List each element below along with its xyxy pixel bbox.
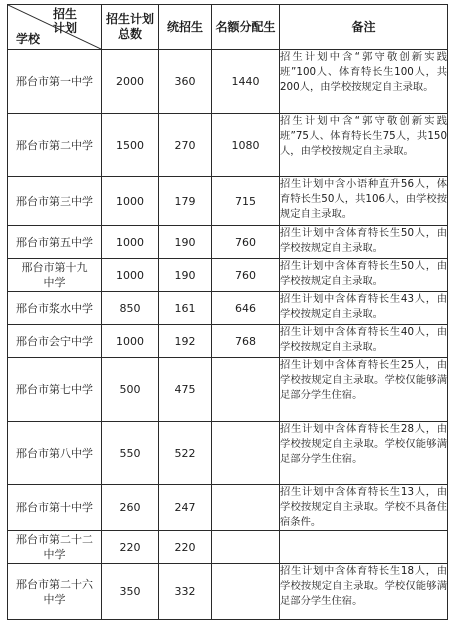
total-cell: 850 bbox=[102, 292, 159, 325]
total-cell: 1000 bbox=[102, 325, 159, 358]
quota-cell bbox=[212, 564, 280, 620]
total-cell: 350 bbox=[102, 564, 159, 620]
unified-cell: 190 bbox=[159, 226, 212, 259]
table-row bbox=[8, 564, 448, 620]
table-row bbox=[8, 259, 448, 292]
notes-cell: 招生计划中含体育特长生43人，由学校按规定自主录取。 bbox=[280, 292, 448, 325]
school-cell: 邢台市第二十二 中学 bbox=[8, 531, 102, 564]
table-row bbox=[8, 485, 448, 531]
notes-cell: 招生计划中含体育特长生25人，由学校按规定自主录取。学校仅能够满足部分学生住宿。 bbox=[280, 358, 448, 422]
unified-cell: 332 bbox=[159, 564, 212, 620]
school-cell: 邢台市第五中学 bbox=[8, 226, 102, 259]
table-row bbox=[8, 292, 448, 325]
school-cell: 邢台市第八中学 bbox=[8, 422, 102, 485]
table-row bbox=[8, 177, 448, 226]
notes-cell: 招生计划中含体育特长生50人，由学校按规定自主录取。 bbox=[280, 226, 448, 259]
school-cell: 邢台市第二十六 中学 bbox=[8, 564, 102, 620]
school-cell: 邢台市浆水中学 bbox=[8, 292, 102, 325]
header-total: 招生计划 总数 bbox=[102, 5, 159, 50]
table-row bbox=[8, 114, 448, 177]
total-cell: 220 bbox=[102, 531, 159, 564]
notes-cell: 招生计划中含体育特长生50人，由学校按规定自主录取。 bbox=[280, 259, 448, 292]
school-cell: 邢台市会宁中学 bbox=[8, 325, 102, 358]
quota-cell: 1080 bbox=[212, 114, 280, 177]
total-cell: 1000 bbox=[102, 177, 159, 226]
notes-cell: 招生计划中含小语种直升56人，体育特长生50人，共106人，由学校按规定自主录取。 bbox=[280, 177, 448, 226]
corner-header-cell bbox=[8, 5, 102, 50]
quota-cell: 768 bbox=[212, 325, 280, 358]
unified-cell: 179 bbox=[159, 177, 212, 226]
notes-cell: 招生计划中含“郭守敬创新实践班”75人、体育特长生75人，共150人，由学校按规定自主录取。 bbox=[280, 114, 448, 177]
header-quota: 名额分配生 bbox=[212, 5, 280, 50]
quota-cell: 715 bbox=[212, 177, 280, 226]
corner-header-plan: 招生 计划 bbox=[53, 7, 78, 35]
total-cell: 1000 bbox=[102, 259, 159, 292]
unified-cell: 360 bbox=[159, 50, 212, 114]
unified-cell: 247 bbox=[159, 485, 212, 531]
total-cell: 550 bbox=[102, 422, 159, 485]
unified-cell: 270 bbox=[159, 114, 212, 177]
table-row bbox=[8, 325, 448, 358]
school-cell: 邢台市第三中学 bbox=[8, 177, 102, 226]
unified-cell: 475 bbox=[159, 358, 212, 422]
quota-cell: 760 bbox=[212, 226, 280, 259]
table-row bbox=[8, 50, 448, 114]
school-cell: 邢台市第一中学 bbox=[8, 50, 102, 114]
table-row bbox=[8, 531, 448, 564]
total-cell: 260 bbox=[102, 485, 159, 531]
total-cell: 500 bbox=[102, 358, 159, 422]
table-row bbox=[8, 358, 448, 422]
notes-cell: 招生计划中含体育特长生40人，由学校按规定自主录取。 bbox=[280, 325, 448, 358]
unified-cell: 522 bbox=[159, 422, 212, 485]
total-cell: 2000 bbox=[102, 50, 159, 114]
school-cell: 邢台市第二中学 bbox=[8, 114, 102, 177]
notes-cell: 招生计划中含体育特长生18人，由学校按规定自主录取。学校仅能够满足部分学生住宿。 bbox=[280, 564, 448, 620]
table-row bbox=[8, 422, 448, 485]
header-row bbox=[8, 5, 448, 50]
header-notes: 备注 bbox=[280, 5, 448, 50]
unified-cell: 192 bbox=[159, 325, 212, 358]
unified-cell: 190 bbox=[159, 259, 212, 292]
quota-cell: 760 bbox=[212, 259, 280, 292]
enrollment-plan-table bbox=[7, 4, 448, 620]
quota-cell bbox=[212, 358, 280, 422]
notes-cell: 招生计划中含体育特长生28人，由学校按规定自主录取。学校仅能够满足部分学生住宿。 bbox=[280, 422, 448, 485]
total-cell: 1500 bbox=[102, 114, 159, 177]
header-unified: 统招生 bbox=[159, 5, 212, 50]
quota-cell: 646 bbox=[212, 292, 280, 325]
school-cell: 邢台市第十九 中学 bbox=[8, 259, 102, 292]
quota-cell: 1440 bbox=[212, 50, 280, 114]
corner-header-school: 学校 bbox=[16, 32, 41, 46]
unified-cell: 220 bbox=[159, 531, 212, 564]
quota-cell bbox=[212, 485, 280, 531]
notes-cell: 招生计划中含“郭守敬创新实践班”100人、体育特长生100人，共200人，由学校按规定自主录取。 bbox=[280, 50, 448, 114]
quota-cell bbox=[212, 531, 280, 564]
school-cell: 邢台市第十中学 bbox=[8, 485, 102, 531]
school-cell: 邢台市第七中学 bbox=[8, 358, 102, 422]
notes-cell bbox=[280, 531, 448, 564]
unified-cell: 161 bbox=[159, 292, 212, 325]
notes-cell: 招生计划中含体育特长生13人，由学校按规定自主录取。学校不具备住宿条件。 bbox=[280, 485, 448, 531]
quota-cell bbox=[212, 422, 280, 485]
total-cell: 1000 bbox=[102, 226, 159, 259]
table-row bbox=[8, 226, 448, 259]
